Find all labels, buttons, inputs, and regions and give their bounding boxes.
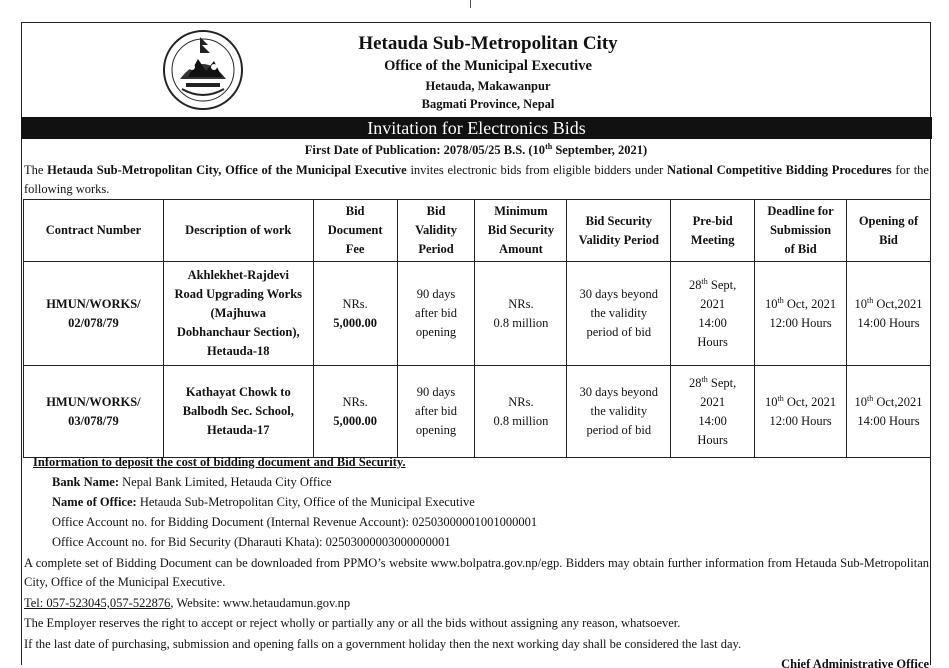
bid-validity: 90 days after bid opening bbox=[397, 366, 475, 458]
bid-opening: 10th Oct,2021 14:00 Hours bbox=[847, 366, 931, 458]
contract-number: HMUN/WORKS/ 02/078/79 bbox=[24, 262, 164, 366]
top-divider bbox=[470, 0, 471, 8]
contact-line: Tel: 057-523045,057-522876, Website: www.hetaudamun.gov.np bbox=[24, 596, 351, 610]
security-amount: NRs. 0.8 million bbox=[475, 366, 567, 458]
security-validity: 30 days beyond the validity period of bid bbox=[567, 262, 671, 366]
table-row bbox=[24, 262, 931, 366]
office-name: Office of the Municipal Executive bbox=[384, 58, 592, 74]
bid-opening: 10th Oct,2021 14:00 Hours bbox=[847, 262, 931, 366]
table-header-row bbox=[24, 200, 931, 262]
deposit-heading: Information to deposit the cost of bidding document and Bid Security. bbox=[33, 455, 406, 469]
security-validity: 30 days beyond the validity period of bid bbox=[567, 366, 671, 458]
work-description: Akhlekhet-Rajdevi Road Upgrading Works (Majhuwa Dobhanchaur Section), Hetauda-18 bbox=[163, 262, 313, 366]
prebid-meeting: 28th Sept, 2021 14:00 Hours bbox=[671, 366, 755, 458]
org-name: Hetauda Sub-Metropolitan City bbox=[358, 33, 618, 54]
address-line-2: Bagmati Province, Nepal bbox=[421, 97, 555, 111]
col-contract: Contract Number bbox=[24, 200, 164, 262]
telephone-link[interactable]: Tel: 057-523045,057-522876 bbox=[24, 596, 171, 610]
table-row bbox=[24, 366, 931, 458]
notice-banner: Invitation for Electronics Bids bbox=[21, 117, 932, 139]
bank-name: Bank Name: Nepal Bank Limited, Hetauda City Office bbox=[52, 475, 332, 489]
office-name-line: Name of Office: Hetauda Sub-Metropolitan City, Office of the Municipal Executive bbox=[52, 495, 475, 509]
col-security: Minimum Bid Security Amount bbox=[475, 200, 567, 262]
signature: Chief Administrative Office bbox=[781, 657, 929, 668]
account-bid-security: Office Account no. for Bid Security (Dharauti Khata): 02503000003000000001 bbox=[52, 535, 451, 549]
col-fee: Bid Document Fee bbox=[313, 200, 397, 262]
security-amount: NRs. 0.8 million bbox=[475, 262, 567, 366]
bid-validity: 90 days after bid opening bbox=[397, 262, 475, 366]
notice-header bbox=[22, 23, 930, 117]
bids-table bbox=[23, 199, 931, 458]
submission-deadline: 10th Oct, 2021 12:00 Hours bbox=[755, 262, 847, 366]
work-description: Kathayat Chowk to Balbodh Sec. School, Hetauda-17 bbox=[163, 366, 313, 458]
col-validity: Bid Validity Period bbox=[397, 200, 475, 262]
col-deadline: Deadline for Submission of Bid bbox=[755, 200, 847, 262]
download-info: A complete set of Bidding Document can be downloaded from PPMO’s website www.bolpatra.gov.np/egp. Bidders may obtain further information from Hetauda Sub-Metropolitan City, Office of the Municipal Executive. bbox=[24, 556, 929, 589]
intro-paragraph: The Hetauda Sub-Metropolitan City, Office of the Municipal Executive invites electronic bids from eligible bidders under National Competitive Bidding Procedures for the following works. bbox=[24, 163, 929, 196]
prebid-meeting: 28th Sept, 2021 14:00 Hours bbox=[671, 262, 755, 366]
col-description: Description of work bbox=[163, 200, 313, 262]
account-bidding-doc: Office Account no. for Bidding Document (Internal Revenue Account): 02503000001001000001 bbox=[52, 515, 538, 529]
document-fee: NRs. 5,000.00 bbox=[313, 262, 397, 366]
contract-number: HMUN/WORKS/ 03/078/79 bbox=[24, 366, 164, 458]
col-prebid: Pre-bid Meeting bbox=[671, 200, 755, 262]
col-opening: Opening of Bid bbox=[847, 200, 931, 262]
notice-frame bbox=[21, 22, 931, 668]
document-fee: NRs. 5,000.00 bbox=[313, 366, 397, 458]
address-line-1: Hetauda, Makawanpur bbox=[425, 79, 551, 93]
publication-date: First Date of Publication: 2078/05/25 B.S. (10th September, 2021) bbox=[304, 141, 648, 157]
col-security-validity: Bid Security Validity Period bbox=[567, 200, 671, 262]
reserve-rights: The Employer reserves the right to accept or reject wholly or partially any or all the bids without assigning any reason, whatsoever. bbox=[24, 616, 681, 630]
holiday-note: If the last date of purchasing, submission and opening falls on a government holiday then the next working day shall be considered the last day. bbox=[24, 637, 742, 651]
submission-deadline: 10th Oct, 2021 12:00 Hours bbox=[755, 366, 847, 458]
